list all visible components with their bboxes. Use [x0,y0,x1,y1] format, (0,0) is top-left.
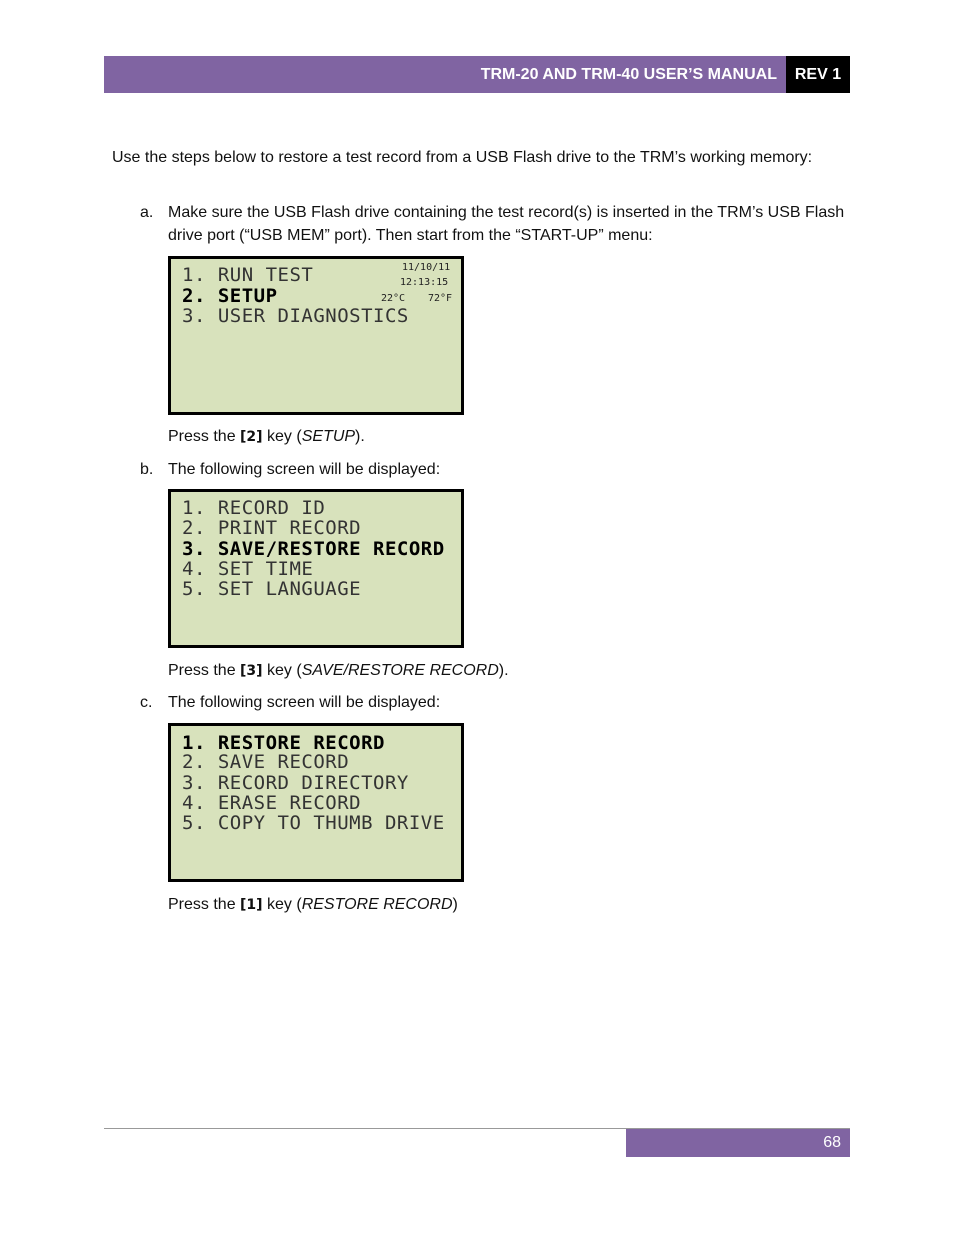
press-suffix: ). [355,428,365,445]
lcd-menu-item: 2. SAVE RECORD [182,751,350,773]
lcd-time: 12:13:15 [400,277,449,288]
step-c-letter: c. [140,694,153,711]
manual-title: TRM-20 AND TRM-40 USER’S MANUAL [480,65,777,83]
lcd-menu-item-selected: 1. RESTORE RECORD [182,732,385,754]
lcd-menu-item: 4. SET TIME [182,558,314,580]
press-suffix: ). [498,662,509,679]
lcd-save-restore-menu [168,723,464,882]
lcd-date: 11/10/11 [402,262,451,273]
lcd-setup-menu [168,489,464,648]
press-prefix: Press the [168,428,241,445]
press-mid: key ( [262,896,302,913]
press-mid: key ( [262,428,302,445]
step-b-letter: b. [140,461,154,478]
lcd-menu-item: 3. RECORD DIRECTORY [182,772,409,794]
step-b-text: The following screen will be displayed: [168,461,441,478]
lcd-menu-item: 5. SET LANGUAGE [182,578,362,600]
revision-badge: REV 1 [786,56,850,93]
key-label: [3] [240,663,263,679]
lcd-menu-item: 5. COPY TO THUMB DRIVE [182,812,445,834]
step-c-instruction [168,893,458,917]
lcd-menu-item: 2. PRINT RECORD [182,517,362,539]
step-b-instruction [168,659,509,683]
step-c-text: The following screen will be displayed: [168,694,441,711]
lcd-temp-fahrenheit: 72°F [428,293,453,304]
step-a-instruction [168,425,365,449]
lcd-menu-item-selected: 2. SETUP [182,285,278,307]
step-a-letter: a. [140,204,154,221]
key-label: [1] [240,897,263,913]
lcd-temp-celsius: 22°C [381,293,406,304]
press-prefix: Press the [168,662,241,679]
press-prefix: Press the [168,896,241,913]
lcd-menu-item: 4. ERASE RECORD [182,792,362,814]
header-title-bar [104,56,786,93]
footer-bar [626,1129,850,1157]
step-a-text: Make sure the USB Flash drive containing the test record(s) is inserted in the TRM’s USB Flash drive port (“USB MEM” port). Then start from the “START-UP” menu: [168,204,845,244]
key-action: RESTORE RECORD [301,896,453,913]
intro-paragraph: Use the steps below to restore a test record from a USB Flash drive to the TRM’s working memory: [112,149,813,166]
lcd-menu-item: 1. RUN TEST [182,264,314,286]
lcd-menu-item: 1. RECORD ID [182,497,326,519]
key-label: [2] [240,429,263,445]
press-mid: key ( [262,662,302,679]
lcd-menu-item-selected: 3. SAVE/RESTORE RECORD [182,538,445,560]
key-action: SETUP [301,428,356,445]
page-number: 68 [823,1134,841,1151]
lcd-menu-item: 3. USER DIAGNOSTICS [182,305,409,327]
press-suffix: ) [452,896,458,913]
key-action: SAVE/RESTORE RECORD [301,662,499,679]
lcd-startup-menu [168,256,464,415]
